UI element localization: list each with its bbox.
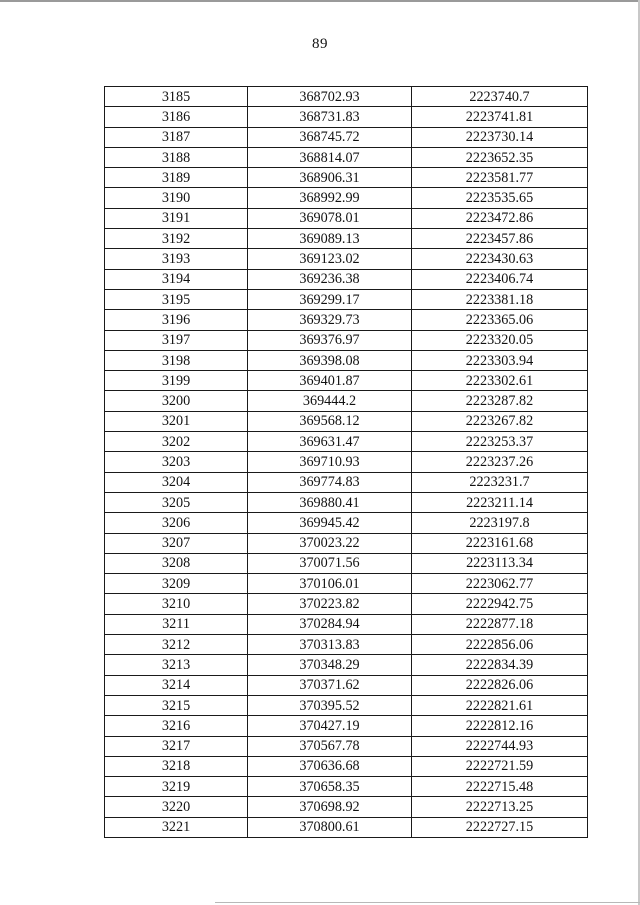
x-coordinate-cell: 370106.01 [248,574,412,594]
table-row [105,310,588,330]
y-coordinate-cell: 2223302.61 [412,371,588,391]
y-coordinate-cell: 2223741.81 [412,107,588,127]
y-coordinate-cell: 2223652.35 [412,147,588,167]
scan-edge-top [0,0,640,2]
table-row [105,269,588,289]
table-row [105,330,588,350]
x-coordinate-cell: 370371.62 [248,675,412,695]
x-coordinate-cell: 370348.29 [248,655,412,675]
x-coordinate-cell: 368992.99 [248,188,412,208]
x-coordinate-cell: 369236.38 [248,269,412,289]
table-row [105,188,588,208]
table-row [105,553,588,573]
x-coordinate-cell: 370023.22 [248,533,412,553]
y-coordinate-cell: 2223430.63 [412,249,588,269]
point-number-cell: 3197 [105,330,248,350]
table-row [105,655,588,675]
point-number-cell: 3221 [105,817,248,837]
point-number-cell: 3187 [105,127,248,147]
table-row [105,492,588,512]
page-number: 89 [312,36,328,52]
point-number-cell: 3198 [105,350,248,370]
point-number-cell: 3201 [105,411,248,431]
table-row [105,107,588,127]
y-coordinate-cell: 2223267.82 [412,411,588,431]
x-coordinate-cell: 369401.87 [248,371,412,391]
point-number-cell: 3191 [105,208,248,228]
y-coordinate-cell: 2223730.14 [412,127,588,147]
point-number-cell: 3205 [105,492,248,512]
table-row [105,127,588,147]
y-coordinate-cell: 2223381.18 [412,289,588,309]
x-coordinate-cell: 370800.61 [248,817,412,837]
point-number-cell: 3217 [105,736,248,756]
table-row [105,756,588,776]
point-number-cell: 3207 [105,533,248,553]
x-coordinate-cell: 369631.47 [248,432,412,452]
y-coordinate-cell: 2223161.68 [412,533,588,553]
point-number-cell: 3210 [105,594,248,614]
x-coordinate-cell: 370658.35 [248,777,412,797]
table-row [105,229,588,249]
point-number-cell: 3193 [105,249,248,269]
y-coordinate-cell: 2223320.05 [412,330,588,350]
x-coordinate-cell: 368906.31 [248,168,412,188]
x-coordinate-cell: 369945.42 [248,513,412,533]
y-coordinate-cell: 2223535.65 [412,188,588,208]
point-number-cell: 3208 [105,553,248,573]
y-coordinate-cell: 2223211.14 [412,492,588,512]
x-coordinate-cell: 370284.94 [248,614,412,634]
table-row [105,432,588,452]
x-coordinate-cell: 368814.07 [248,147,412,167]
table-row [105,208,588,228]
y-coordinate-cell: 2222821.61 [412,695,588,715]
x-coordinate-cell: 369774.83 [248,472,412,492]
table-row [105,472,588,492]
x-coordinate-cell: 368702.93 [248,87,412,107]
y-coordinate-cell: 2222744.93 [412,736,588,756]
y-coordinate-cell: 2222715.48 [412,777,588,797]
y-coordinate-cell: 2222812.16 [412,716,588,736]
table-row [105,675,588,695]
point-number-cell: 3216 [105,716,248,736]
table-row [105,817,588,837]
y-coordinate-cell: 2223472.86 [412,208,588,228]
point-number-cell: 3196 [105,310,248,330]
y-coordinate-cell: 2223062.77 [412,574,588,594]
table-row [105,350,588,370]
point-number-cell: 3215 [105,695,248,715]
y-coordinate-cell: 2223237.26 [412,452,588,472]
x-coordinate-cell: 370636.68 [248,756,412,776]
x-coordinate-cell: 369299.17 [248,289,412,309]
x-coordinate-cell: 368731.83 [248,107,412,127]
point-number-cell: 3220 [105,797,248,817]
x-coordinate-cell: 370698.92 [248,797,412,817]
x-coordinate-cell: 369568.12 [248,411,412,431]
table-row [105,695,588,715]
point-number-cell: 3189 [105,168,248,188]
y-coordinate-cell: 2223581.77 [412,168,588,188]
point-number-cell: 3211 [105,614,248,634]
y-coordinate-cell: 2223231.7 [412,472,588,492]
x-coordinate-cell: 369376.97 [248,330,412,350]
x-coordinate-cell: 369880.41 [248,492,412,512]
table-row [105,635,588,655]
point-number-cell: 3190 [105,188,248,208]
y-coordinate-cell: 2222727.15 [412,817,588,837]
point-number-cell: 3200 [105,391,248,411]
x-coordinate-cell: 369089.13 [248,229,412,249]
table-row [105,533,588,553]
y-coordinate-cell: 2223287.82 [412,391,588,411]
table-row [105,249,588,269]
table-row [105,147,588,167]
x-coordinate-cell: 369710.93 [248,452,412,472]
x-coordinate-cell: 370071.56 [248,553,412,573]
y-coordinate-cell: 2222856.06 [412,635,588,655]
x-coordinate-cell: 369078.01 [248,208,412,228]
y-coordinate-cell: 2223197.8 [412,513,588,533]
coordinates-table-body [105,87,588,838]
x-coordinate-cell: 370427.19 [248,716,412,736]
x-coordinate-cell: 369398.08 [248,350,412,370]
x-coordinate-cell: 369123.02 [248,249,412,269]
table-row [105,736,588,756]
table-row [105,289,588,309]
x-coordinate-cell: 370223.82 [248,594,412,614]
point-number-cell: 3214 [105,675,248,695]
point-number-cell: 3203 [105,452,248,472]
point-number-cell: 3219 [105,777,248,797]
table-row [105,513,588,533]
y-coordinate-cell: 2223113.34 [412,553,588,573]
y-coordinate-cell: 2223406.74 [412,269,588,289]
table-row [105,411,588,431]
point-number-cell: 3195 [105,289,248,309]
y-coordinate-cell: 2222877.18 [412,614,588,634]
point-number-cell: 3206 [105,513,248,533]
x-coordinate-cell: 370313.83 [248,635,412,655]
x-coordinate-cell: 369444.2 [248,391,412,411]
table-row [105,574,588,594]
table-row [105,594,588,614]
table-row [105,168,588,188]
coordinates-table [104,86,588,838]
y-coordinate-cell: 2223365.06 [412,310,588,330]
point-number-cell: 3209 [105,574,248,594]
scan-edge-bottom [215,902,640,903]
table-row [105,716,588,736]
table-row [105,777,588,797]
point-number-cell: 3194 [105,269,248,289]
x-coordinate-cell: 368745.72 [248,127,412,147]
x-coordinate-cell: 369329.73 [248,310,412,330]
point-number-cell: 3199 [105,371,248,391]
y-coordinate-cell: 2223457.86 [412,229,588,249]
y-coordinate-cell: 2223740.7 [412,87,588,107]
point-number-cell: 3213 [105,655,248,675]
point-number-cell: 3212 [105,635,248,655]
y-coordinate-cell: 2222713.25 [412,797,588,817]
table-row [105,452,588,472]
point-number-cell: 3186 [105,107,248,127]
table-row [105,391,588,411]
table-row [105,371,588,391]
y-coordinate-cell: 2223253.37 [412,432,588,452]
x-coordinate-cell: 370567.78 [248,736,412,756]
y-coordinate-cell: 2223303.94 [412,350,588,370]
point-number-cell: 3188 [105,147,248,167]
point-number-cell: 3204 [105,472,248,492]
y-coordinate-cell: 2222834.39 [412,655,588,675]
y-coordinate-cell: 2222942.75 [412,594,588,614]
point-number-cell: 3202 [105,432,248,452]
table-row [105,797,588,817]
point-number-cell: 3192 [105,229,248,249]
point-number-cell: 3218 [105,756,248,776]
y-coordinate-cell: 2222826.06 [412,675,588,695]
x-coordinate-cell: 370395.52 [248,695,412,715]
y-coordinate-cell: 2222721.59 [412,756,588,776]
table-row [105,614,588,634]
table-row [105,87,588,107]
point-number-cell: 3185 [105,87,248,107]
